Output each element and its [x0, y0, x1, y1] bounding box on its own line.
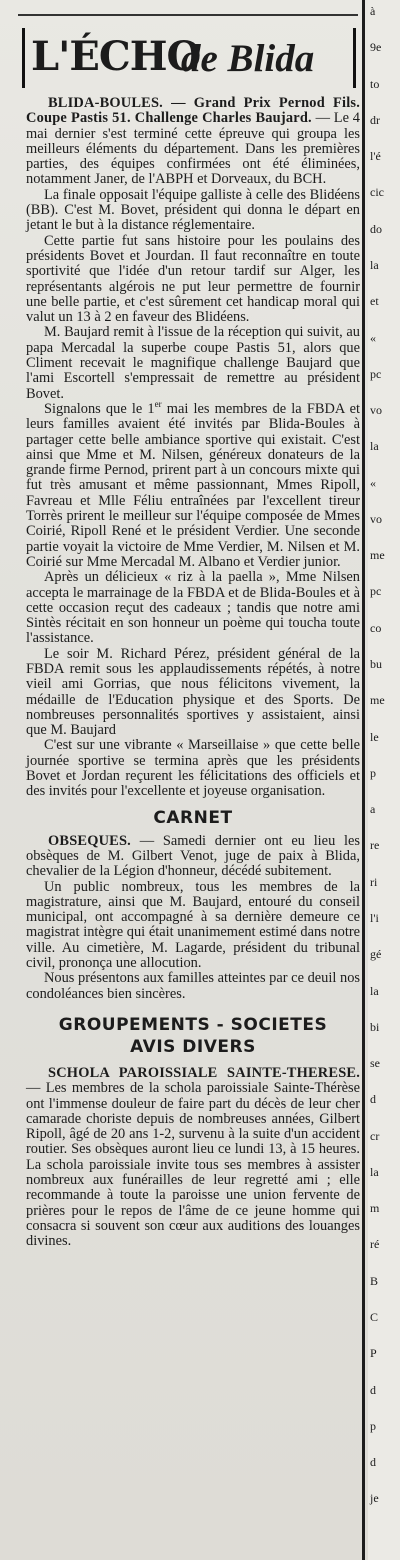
masthead-script-title: de Blida	[181, 37, 315, 80]
paragraph: Nous présentons aux familles atteintes par ce deuil nos condoléances bien sincères.	[26, 970, 360, 1002]
adjacent-text-fragment: la	[370, 439, 379, 453]
adjacent-text-fragment: la	[370, 258, 379, 272]
article-schola	[26, 1066, 360, 1250]
adjacent-text-fragment: co	[370, 621, 382, 635]
paragraph-text: — Les membres de la schola paroissiale Sainte-Thérèse ont l'immense douleur de faire part du décès de leur cher camarade choriste depuis de nombreuses années, Gilbert Ripoll, âgé de 20 ans 1-2, survenu à la suite d'un accident routier. Ses obsèques auront lieu ce lundi 13, à 15 heures. La schola paroissiale invite tous ses membres à assister nombreux aux funérailles de leur regretté ami ; elle recommande à toute la paroisse une union fervente de prières pour le repos de l'âme de ce jeune homme qui consacra si souvent son cœur aux auditions des louanges divines.	[26, 1080, 360, 1250]
adjacent-text-fragment: cr	[370, 1129, 380, 1143]
section-heading-carnet: CARNET	[153, 807, 233, 828]
adjacent-text-fragment: bi	[370, 1020, 380, 1034]
paragraph-text: mai les membres de la FBDA et leurs familles avaient été invités par Blida-Boules à partager cette belle ambiance sportive qui existait. C'est ainsi que Mme et M. Nilsen, généreux donateurs de la grande firme Pernod, prirent part à un concours mixte qui fut très amusant et même passionnant, Mmes Ripoll, Favreau et Mlle Féliu entraînées par l'excellent tireur Torrès prirent le meilleur sur l'équipe composée de Mmes Coirié, Ripoll René et le président Verdier. Une seconde partie voyait la victoire de Mme Verdier, M. Nilsen et M. Coirié sur Mme Mercadal M. Albano et Verdier junior.	[26, 400, 360, 570]
adjacent-text-fragment: ré	[370, 1237, 380, 1251]
masthead	[22, 28, 356, 88]
paragraph: C'est sur une vibrante « Marseillaise » que cette belle journée sportive se termina après que les présidents Bovet et Jordan reçurent les félicitations des officiels et des invités pour l'excellente et joyeuse organisation.	[26, 737, 360, 800]
paragraph: Après un délicieux « riz à la paella », Mme Nilsen accepta le marrainage de la FBDA et de Blida-Boules et à cette occasion reçut des cadeaux ; tandis que notre ami Sintès récitait en son honneur un poème qui toucha toute l'assistance.	[26, 569, 360, 647]
adjacent-text-fragment: gé	[370, 947, 382, 961]
adjacent-text-fragment: to	[370, 77, 380, 91]
adjacent-text-fragment: me	[370, 548, 385, 562]
adjacent-text-fragment: P	[370, 1346, 377, 1360]
adjacent-text-fragment: p	[370, 766, 376, 780]
adjacent-text-fragment: C	[370, 1310, 379, 1324]
paragraph: La finale opposait l'équipe galliste à celle des Blidéens (BB). C'est M. Bovet, président qui donna le départ en jetant le but à la distance réglementaire.	[26, 186, 360, 234]
adjacent-text-fragment: d	[370, 1383, 376, 1397]
adjacent-text-fragment: l'é	[370, 149, 381, 163]
adjacent-text-fragment: «	[370, 476, 376, 490]
adjacent-text-fragment: «	[370, 331, 376, 345]
adjacent-text-fragment: je	[370, 1491, 379, 1505]
paragraph-text: — Le 4 mai dernier s'est terminé cette épreuve qui groupa les meilleurs éléments du département. Dans les premières parties, des équipes confirmées ont été éliminées, notamment Janer, de l'ABPH et Dorveaux, du BCH.	[26, 110, 360, 188]
adjacent-text-fragment: l'i	[370, 911, 379, 925]
adjacent-text-fragment: me	[370, 693, 385, 707]
section-heading-groupements	[26, 1014, 360, 1058]
adjacent-text-fragment: le	[370, 730, 379, 744]
adjacent-text-fragment: d	[370, 1455, 376, 1469]
adjacent-text-fragment: se	[370, 1056, 380, 1070]
article-lead: BLIDA-BOULES. — Grand Prix Pernod Fils. Coupe Pastis 51. Challenge Charles Baujard.	[26, 95, 360, 127]
adjacent-text-fragment: cic	[370, 185, 384, 199]
paragraph: M. Baujard remit à l'issue de la réception qui suivit, au papa Mercadal la superbe coupe Pastis 51, alors que Climent recevait le magnifique challenge Baujard que l'ami Escortell s'empressait de remettre au président Bovet.	[26, 324, 360, 402]
adjacent-column-fragments	[368, 0, 400, 1560]
adjacent-text-fragment: la	[370, 984, 379, 998]
article-lead: SCHOLA PAROISSIALE SAINTE-THERESE.	[48, 1064, 360, 1081]
paragraph	[26, 1066, 360, 1250]
adjacent-text-fragment: a	[370, 802, 376, 816]
adjacent-text-fragment: bu	[370, 657, 382, 671]
adjacent-text-fragment: dr	[370, 113, 380, 127]
adjacent-text-fragment: vo	[370, 512, 382, 526]
paragraph	[26, 399, 360, 570]
paragraph: Cette partie fut sans histoire pour les poulains des présidents Bovet et Jourdan. Il faut reconnaître en toute sportivité que l'idée d'un retour tardif sur Alger, les représentants algérois ne put leur permettre de fournir une belle partie, et c'est sûrement cet handicap moral qui valut un 13 à 2 en faveur des Blidéens.	[26, 232, 360, 326]
article-lead: OBSEQUES.	[48, 832, 131, 849]
heading-line: AVIS DIVERS	[130, 1036, 256, 1057]
adjacent-text-fragment: B	[370, 1274, 379, 1288]
paragraph	[26, 96, 360, 188]
adjacent-text-fragment: et	[370, 294, 379, 308]
adjacent-text-fragment: vo	[370, 403, 382, 417]
adjacent-text-fragment: pc	[370, 584, 382, 598]
paragraph	[26, 834, 360, 880]
adjacent-text-fragment: pc	[370, 367, 382, 381]
adjacent-text-fragment: à	[370, 4, 376, 18]
column-rule	[362, 0, 365, 1560]
article-blida-boules	[26, 96, 360, 800]
adjacent-text-fragment: do	[370, 222, 382, 236]
adjacent-text-fragment: m	[370, 1201, 380, 1215]
top-rule	[18, 14, 358, 16]
adjacent-text-fragment: ri	[370, 875, 378, 889]
adjacent-text-fragment: 9e	[370, 40, 382, 54]
adjacent-text-fragment: re	[370, 838, 380, 852]
adjacent-text-fragment: d	[370, 1092, 376, 1106]
article-carnet	[26, 834, 360, 1002]
main-column	[26, 96, 360, 1249]
adjacent-text-fragment: p	[370, 1419, 376, 1433]
paragraph: Un public nombreux, tous les membres de la magistrature, ainsi que M. Baujard, entouré du conseil municipal, ont accompagné à sa dernière demeure ce magistrat intègre qui était unanimement estimé dans notre ville. Au cimetière, M. Lagarde, président du tribunal civil, prononça une allocution.	[26, 878, 360, 972]
masthead-title: L'ÉCHO	[31, 33, 201, 80]
adjacent-text-fragment: la	[370, 1165, 379, 1179]
paragraph-text: Signalons que le 1	[44, 400, 155, 417]
paragraph-text: — Samedi dernier ont eu lieu les obsèques de M. Gilbert Venot, juge de paix à Blida, chevalier de la Légion d'honneur, décédé subitement.	[26, 832, 360, 880]
paragraph: Le soir M. Richard Pérez, président général de la FBDA remit sous les applaudissements répétés, à notre vieil ami Gorrias, que nous félicitons vivement, la médaille de l'Education physique et des Sports. De nombreuses personnalités sportives y assistaient, ainsi que M. Baujard	[26, 645, 360, 739]
superscript: er	[154, 399, 162, 410]
heading-line: GROUPEMENTS - SOCIETES	[58, 1014, 328, 1035]
